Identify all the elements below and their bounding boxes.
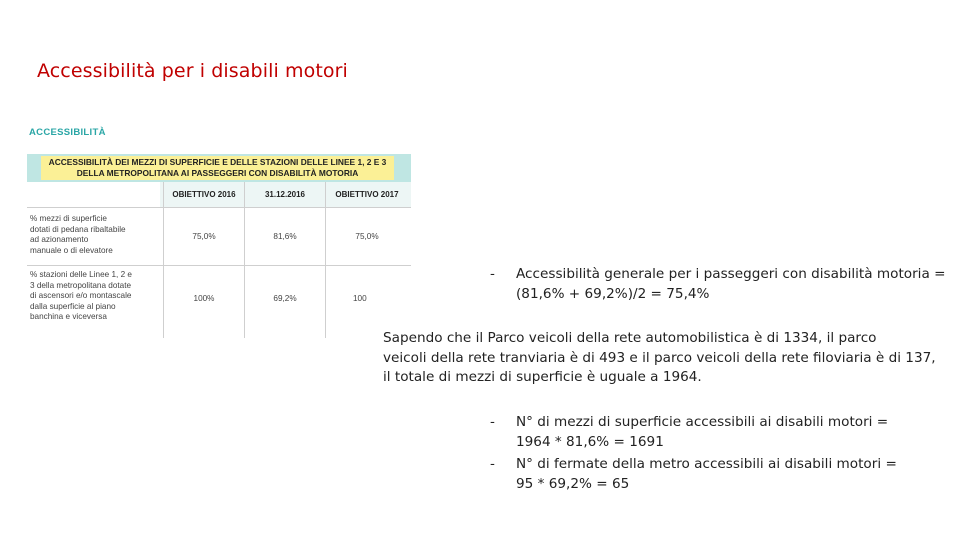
column-header: 31.12.2016 <box>264 190 306 199</box>
table-cell: 100% <box>193 294 215 303</box>
fleet-paragraph: Sapendo che il Parco veicoli della rete automobilistica è di 1334, il parco veicoli della rete tranviaria è di 493 e il parco veicoli della rete filoviaria è di 137, il totale di mezzi di superficie è uguale a 1964. <box>383 330 936 385</box>
row-label: % stazioni delle Linee 1, 2 e 3 della metropolitana dotate di ascensori e/o montascale dalla superficie al piano banchina e viceversa <box>30 270 132 321</box>
bullet-metro-stations <box>490 455 930 495</box>
bullet-text: N° di mezzi di superficie accessibili ai disabili motori = 1964 * 81,6% = 1691 <box>516 414 889 450</box>
table-cell: 100 <box>353 294 367 303</box>
table-cell: 75,0% <box>192 232 216 241</box>
banner-line-1: ACCESSIBILITÀ DEI MEZZI DI SUPERFICIE E DELLE STAZIONI DELLE LINEE 1, 2 E 3 <box>48 157 387 167</box>
table-cell: 69,2% <box>273 294 297 303</box>
bullet-dash: - <box>490 414 495 430</box>
bullet-dash: - <box>490 266 495 282</box>
grid-line <box>27 265 411 266</box>
bullet-dash: - <box>490 456 495 472</box>
bullet-general-accessibility <box>490 265 955 305</box>
column-header: OBIETTIVO 2017 <box>335 190 399 199</box>
table-cell: 75,0% <box>355 232 379 241</box>
bullet-surface-vehicles <box>490 413 930 453</box>
bullet-text: N° di fermate della metro accessibili ai disabili motori = 95 * 69,2% = 65 <box>516 456 897 492</box>
accessibility-table <box>27 182 411 338</box>
row-label: % mezzi di superficie dotati di pedana ribaltabile ad azionamento manuale o di elevatore <box>30 214 126 255</box>
grid-line <box>244 182 245 338</box>
bullet-text: Accessibilità generale per i passeggeri con disabilità motoria = (81,6% + 69,2%)/2 = 75,4% <box>516 266 946 302</box>
column-header: OBIETTIVO 2016 <box>172 190 236 199</box>
slide-title: Accessibilità per i disabili motori <box>37 60 348 82</box>
grid-line <box>325 182 326 338</box>
accessibility-table-image <box>27 124 411 338</box>
table-cell: 81,6% <box>273 232 297 241</box>
grid-line <box>27 207 411 208</box>
table-banner <box>27 154 411 182</box>
banner-line-2: DELLA METROPOLITANA AI PASSEGGERI CON DISABILITÀ MOTORIA <box>76 168 359 178</box>
grid-line <box>163 182 164 338</box>
table-heading: ACCESSIBILITÀ <box>29 127 106 138</box>
banner-text <box>41 157 394 179</box>
